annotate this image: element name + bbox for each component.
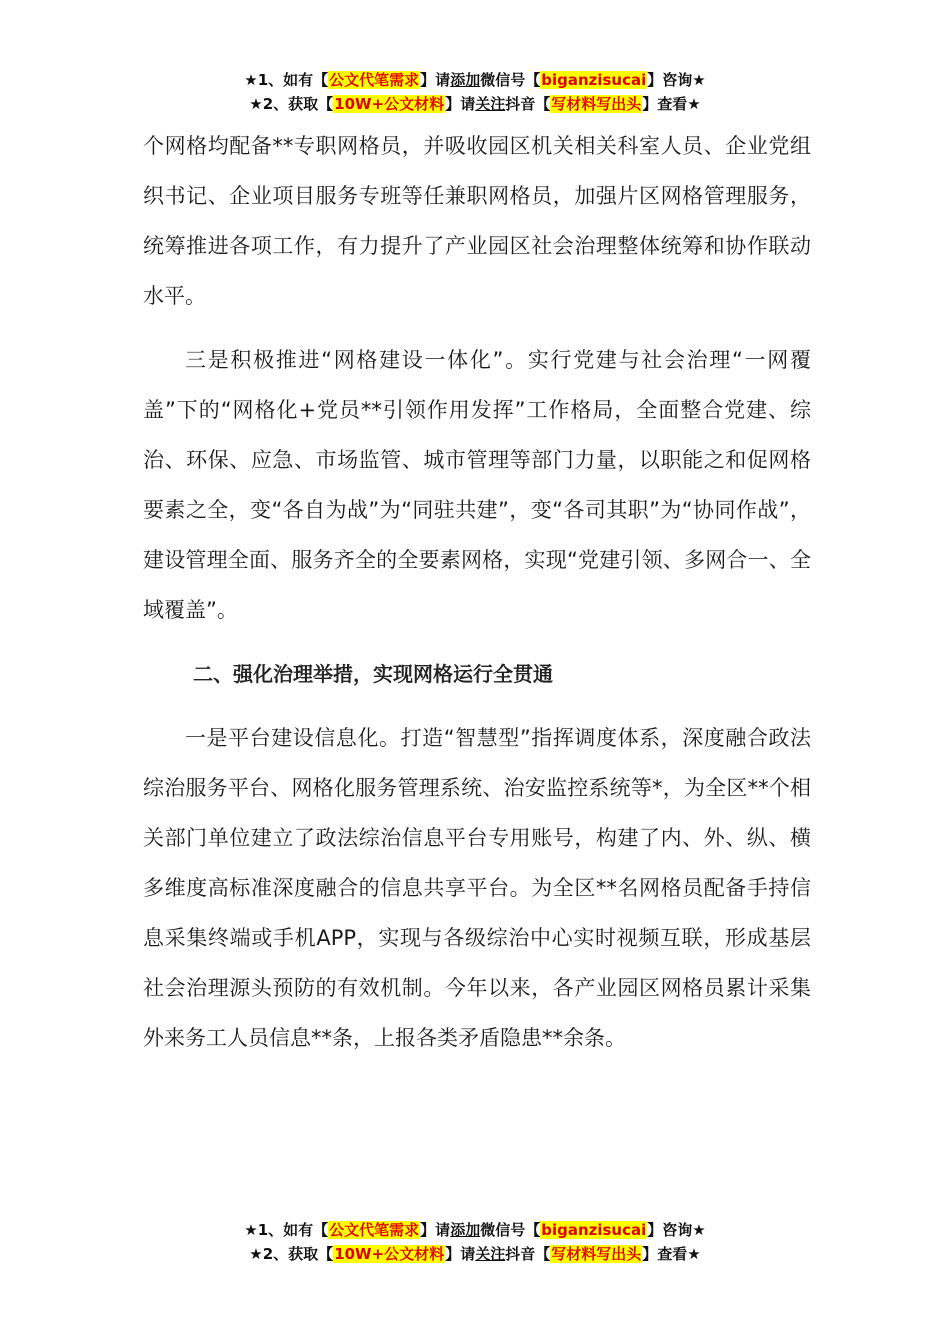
highlight-materials: 10W+公文材料 — [334, 1245, 445, 1263]
banner-text: 】请 — [445, 95, 476, 113]
banner-underlined-text: 添加 — [450, 1221, 481, 1239]
banner-text: 抖音【 — [505, 95, 551, 113]
banner-text: 】请 — [420, 71, 451, 89]
paragraph-gap — [143, 635, 811, 649]
paragraph-gap — [143, 699, 811, 713]
highlight-douyin-account: 写材料写出头 — [551, 1245, 642, 1263]
banner-text: 】查看★ — [642, 1245, 701, 1263]
footer-banner — [0, 1218, 950, 1266]
banner-text: ★2、获取【 — [249, 95, 334, 113]
highlight-service: 公文代笔需求 — [329, 71, 420, 89]
banner-line-2 — [0, 92, 950, 116]
banner-line-1 — [0, 1218, 950, 1242]
banner-line-1 — [0, 68, 950, 92]
banner-text: 】咨询★ — [647, 71, 706, 89]
banner-text: 】查看★ — [642, 95, 701, 113]
banner-text: 】请 — [420, 1221, 451, 1239]
highlight-wechat-id: biganzisucai — [541, 1221, 647, 1239]
banner-text: ★2、获取【 — [249, 1245, 334, 1263]
body-paragraph-1: 个网格均配备**专职网格员，并吸收园区机关相关科室人员、企业党组织书记、企业项目服务专班等任兼职网格员，加强片区网格管理服务，统筹推进各项工作，有力提升了产业园区社会治理整体统筹和协作联动水平。 — [143, 134, 811, 308]
banner-underlined-text: 添加 — [450, 71, 481, 89]
paragraph-gap — [143, 321, 811, 335]
highlight-wechat-id: biganzisucai — [541, 71, 647, 89]
banner-underlined-text: 关注 — [475, 1245, 506, 1263]
highlight-service: 公文代笔需求 — [329, 1221, 420, 1239]
banner-text: 】请 — [445, 1245, 476, 1263]
banner-text: ★1、如有【 — [244, 1221, 329, 1239]
banner-line-2 — [0, 1242, 950, 1266]
highlight-materials: 10W+公文材料 — [334, 95, 445, 113]
document-body — [143, 121, 811, 1063]
highlight-douyin-account: 写材料写出头 — [551, 95, 642, 113]
banner-text: 】咨询★ — [647, 1221, 706, 1239]
header-banner — [0, 68, 950, 116]
body-paragraph-3: 一是平台建设信息化。打造“智慧型”指挥调度体系，深度融合政法综治服务平台、网格化服务管理系统、治安监控系统等*，为全区**个相关部门单位建立了政法综治信息平台专用账号，构建了内、外、纵、横多维度高标准深度融合的信息共享平台。为全区**名网格员配备手持信息采集终端或手机APP，实现与各级综治中心实时视频互联，形成基层社会治理源头预防的有效机制。今年以来，各产业园区网格员累计采集外来务工人员信息**条，上报各类矛盾隐患**余条。 — [143, 726, 811, 1050]
body-paragraph-2: 三是积极推进“网格建设一体化”。实行党建与社会治理“一网覆盖”下的“网格化+党员**引领作用发挥”工作格局，全面整合党建、综治、环保、应急、市场监管、城市管理等部门力量，以职能之和促网格要素之全，变“各自为战”为“同驻共建”，变“各司其职”为“协同作战”，建设管理全面、服务齐全的全要素网格，实现“党建引领、多网合一、全域覆盖”。 — [143, 348, 811, 622]
banner-text: ★1、如有【 — [244, 71, 329, 89]
banner-text: 微信号【 — [480, 1221, 541, 1239]
banner-text: 抖音【 — [505, 1245, 551, 1263]
banner-text: 微信号【 — [480, 71, 541, 89]
section-heading: 二、强化治理举措，实现网格运行全贯通 — [193, 662, 553, 686]
banner-underlined-text: 关注 — [475, 95, 506, 113]
